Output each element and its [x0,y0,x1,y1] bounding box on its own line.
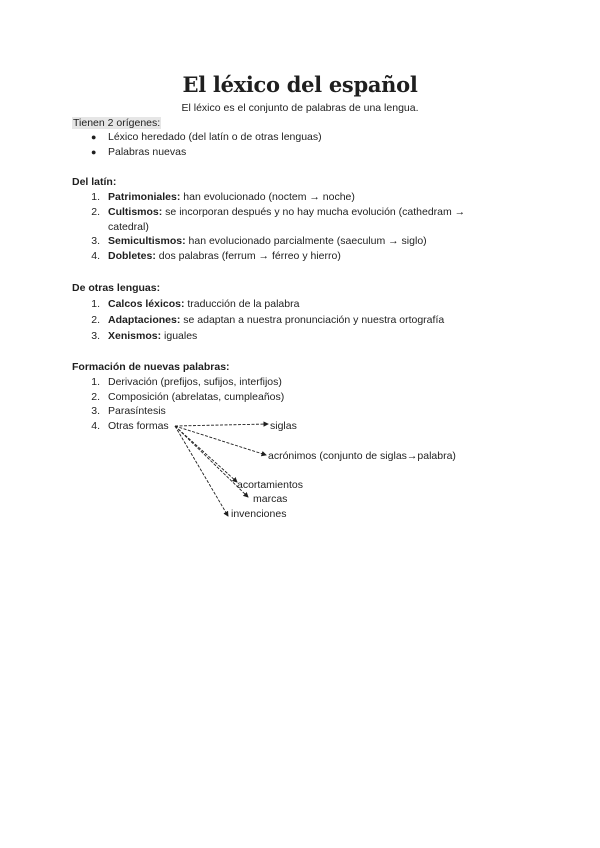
bullet-icon: ● [91,132,97,142]
list-number: 2. [91,391,100,403]
branch-label-invenciones: invenciones [231,508,287,520]
list-item-otras-formas: Otras formas [108,420,169,432]
list-item: Léxico heredado (del latín o de otras lenguas) [108,131,322,143]
section-heading-latin: Del latín: [72,176,117,188]
list-item: Xenismos: iguales [108,330,198,342]
arrow-marcas [175,426,248,497]
list-number: 4. [91,420,100,432]
list-item: Cultismos: se incorporan después y no hay mucha evolución (cathedram → [108,206,466,218]
list-item: Parasíntesis [108,405,166,417]
list-number: 2. [91,314,100,326]
list-number: 3. [91,405,100,417]
list-number: 2. [91,206,100,218]
origins-label: Tienen 2 orígenes: [73,117,161,129]
list-number: 1. [91,298,100,310]
arrow-acronimos [175,426,266,455]
arrow-acortamientos [175,426,237,482]
list-item: Composición (abrelatas, cumpleaños) [108,391,285,403]
list-item-continuation: catedral) [108,221,149,233]
section-heading-formation: Formación de nuevas palabras: [72,361,230,373]
list-item: Dobletes: dos palabras (ferrum → férreo y hierro) [108,250,341,262]
list-number: 1. [91,376,100,388]
list-item: Semicultismos: han evolucionado parcialmente (saeculum → siglo) [108,235,427,247]
page-title: El léxico del español [182,72,418,97]
list-number: 3. [91,330,100,342]
list-item: Palabras nuevas [108,146,187,158]
list-item: Derivación (prefijos, sufijos, interfijos) [108,376,282,388]
list-item: Adaptaciones: se adaptan a nuestra pronunciación y nuestra ortografía [108,314,445,326]
list-item: Patrimoniales: han evolucionado (noctem → noche) [108,191,355,203]
branch-label-siglas: siglas [270,420,297,432]
bullet-icon: ● [91,147,97,157]
list-item: Calcos léxicos: traducción de la palabra [108,298,300,310]
page-subtitle: El léxico es el conjunto de palabras de una lengua. [181,102,419,114]
branch-label-acortamientos: acortamientos [237,479,303,491]
arrow-siglas [175,424,268,426]
arrow-invenciones [175,426,228,516]
branch-label-marcas: marcas [253,493,288,505]
section-heading-other: De otras lenguas: [72,282,161,294]
list-number: 4. [91,250,100,262]
branch-label-acronimos: acrónimos (conjunto de siglas→palabra) [268,450,456,462]
list-number: 3. [91,235,100,247]
list-number: 1. [91,191,100,203]
